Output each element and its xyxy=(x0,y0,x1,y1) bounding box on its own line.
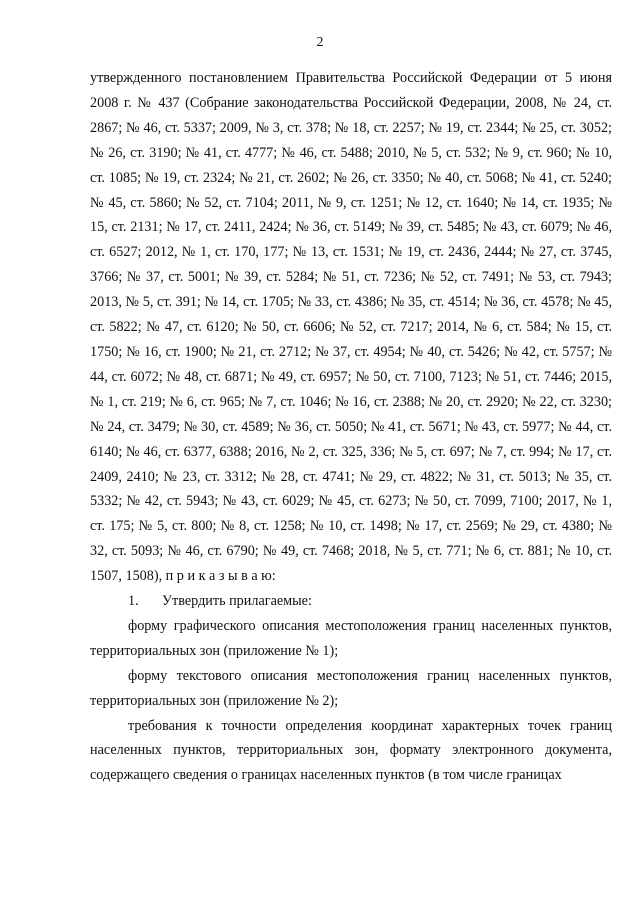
page-number: 2 xyxy=(316,35,324,50)
paragraph-requirements: требования к точности определения координат характерных точек границ населенных пунктов, территориальных зон, формату электронного документа, содержащего сведения о границах населенных пунктов (в том числе границах xyxy=(90,717,612,784)
paragraph-text-form: форму текстового описания местоположения границ населенных пунктов, территориальных зон (приложение № 2); xyxy=(90,667,612,709)
document-body xyxy=(90,66,612,788)
item-text: Утвердить прилагаемые: xyxy=(162,593,312,610)
intro-paragraph: утвержденного постановлением Правительства Российской Федерации от 5 июня 2008 г. № 437 (Собрание законодательства Российской Федерации, 2008, № 24, ст. 2867; № 46, ст. 5337; 2009, № 3, ст. 378; № 18, ст. 2257; № 19, ст. 2344; № 25, ст. 3052; № 26, ст. 3190; № 41, ст. 4777; № 46, ст. 5488; 2010, № 5, ст. 532; № 9, ст. 960; № 10, ст. 1085; № 19, ст. 2324; № 21, ст. 2602; № 26, ст. 3350; № 40, ст. 5068; № 41, ст. 5240; № 45, ст. 5860; № 52, ст. 7104; 2011, № 9, ст. 1251; № 12, ст. 1640; № 14, ст. 1935; № 15, ст. 2131; № 17, ст. 2411, 2424; № 36, ст. 5149; № 39, ст. 5485; № 43, ст. 6079; № 46, ст. 6527; 2012, № 1, ст. 170, 177; № 13, ст. 1531; № 19, ст. 2436, 2444; № 27, ст. 3745, 3766; № 37, ст. 5001; № 39, ст. 5284; № 51, ст. 7236; № 52, ст. 7491; № 53, ст. 7943; 2013, № 5, ст. 391; № 14, ст. 1705; № 33, ст. 4386; № 35, ст. 4514; № 36, ст. 4578; № 45, ст. 5822; № 47, ст. 6120; № 50, ст. 6606; № 52, ст. 7217; 2014, № 6, ст. 584; № 15, ст. 1750; № 16, ст. 1900; № 21, ст. 2712; № 37, ст. 4954; № 40, ст. 5426; № 42, ст. 5757; № 44, ст. 6072; № 48, ст. 6871; № 49, ст. 6957; № 50, ст. 7100, 7123; № 51, ст. 7446; 2015, № 1, ст. 219; № 6, ст. 965; № 7, ст. 1046; № 16, ст. 2388; № 20, ст. 2920; № 22, ст. 3230; № 24, ст. 3479; № 30, ст. 4589; № 36, ст. 5050; № 41, ст. 5671; № 43, ст. 5977; № 44, ст. 6140; № 46, ст. 6377, 6388; 2016, № 2, ст. 325, 336; № 5, ст. 697; № 7, ст. 994; № 17, ст. 2409, 2410; № 23, ст. 3312; № 28, ст. 4741; № 29, ст. 4822; № 31, ст. 5013; № 35, ст. 5332; № 42, ст. 5943; № 43, ст. 6029; № 45, ст. 6273; № 50, ст. 7099, 7100; 2017, № 1, ст. 175; № 5, ст. 800; № 8, ст. 1258; № 10, ст. 1498; № 17, ст. 2569; № 29, ст. 4380; № 32, ст. 5093; № 46, ст. 6790; № 49, ст. 7468; 2018, № 5, ст. 771; № 6, ст. 881; № 10, ст. 1507, 1508), п р и к а з ы в а ю: xyxy=(90,70,612,585)
paragraph-graphic-form: форму графического описания местоположения границ населенных пунктов, территориальных зон (приложение № 1); xyxy=(90,617,612,659)
item-number: 1. xyxy=(128,593,139,610)
numbered-item-1 xyxy=(90,589,612,614)
